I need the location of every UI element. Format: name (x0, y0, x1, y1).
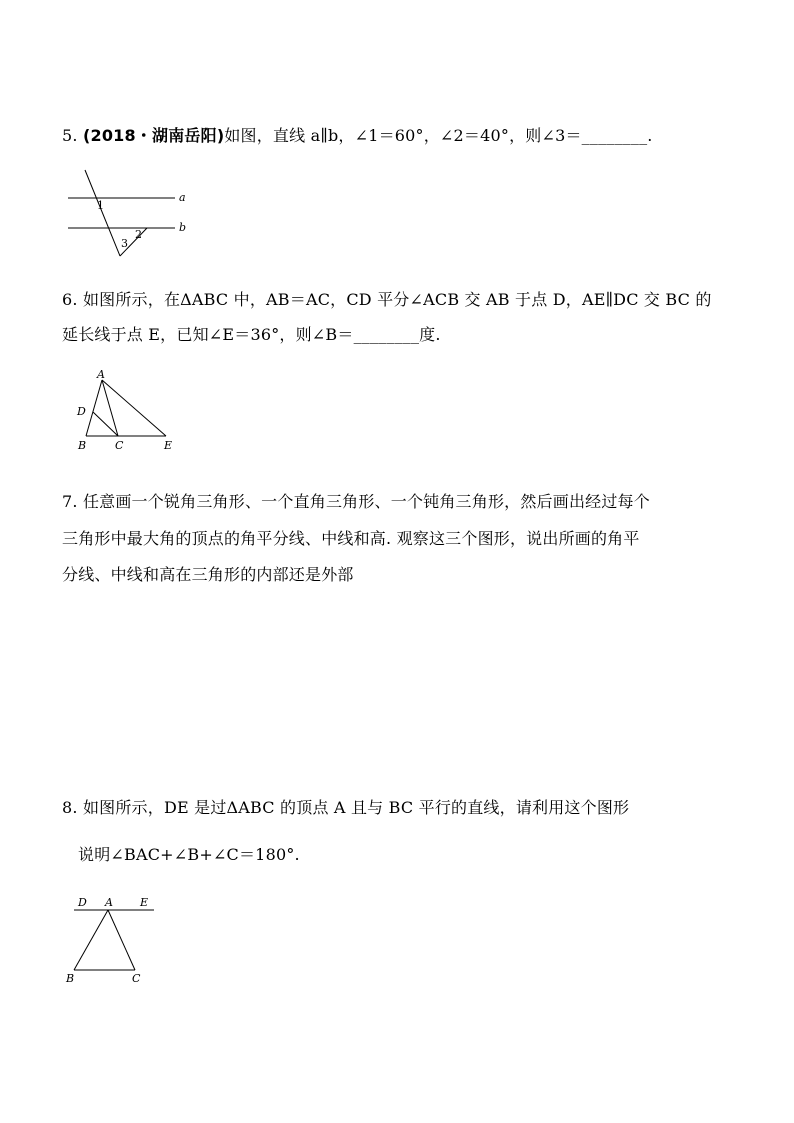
point-D-label: D (77, 405, 86, 418)
figure-8-triangle (60, 893, 160, 985)
segment-AB (86, 380, 102, 436)
question-7-line-1: 7. 任意画一个锐角三角形、一个直角三角形、一个钝角三角形，然后画出经过每个 (62, 492, 650, 511)
segment-AB (74, 910, 108, 970)
label-a: a (179, 191, 186, 204)
question-7-line-3: 分线、中线和高在三角形的内部还是外部 (62, 565, 354, 584)
point-C-label: C (132, 972, 141, 985)
figure-5-parallel-lines (55, 168, 195, 263)
point-E-label: E (164, 439, 173, 452)
question-6-line-2: 延长线于点 E，已知∠E＝36°，则∠B＝________度. (62, 325, 441, 344)
segment-AE (102, 380, 166, 436)
label-b: b (179, 221, 187, 234)
question-8-line-1: 8. 如图所示，DE 是过ΔABC 的顶点 A 且与 BC 平行的直线，请利用这个图形 (62, 798, 630, 817)
point-A-label: A (97, 368, 105, 381)
question-7-line-2: 三角形中最大角的顶点的角平分线、中线和高. 观察这三个图形，说出所画的角平 (62, 529, 640, 548)
angle-1-label: 1 (97, 199, 104, 212)
angle-3-label: 3 (121, 237, 128, 250)
point-C-label: C (115, 439, 124, 452)
transversal-line (85, 170, 120, 256)
question-6-line-1: 6. 如图所示，在ΔABC 中，AB＝AC，CD 平分∠ACB 交 AB 于点 D，AE∥DC 交 BC 的 (62, 290, 712, 309)
angle-2-label: 2 (135, 228, 142, 241)
segment-AC (102, 380, 118, 436)
point-E-label: E (140, 896, 149, 909)
segment-AC (108, 910, 135, 970)
question-8-line-2: 说明∠BAC+∠B+∠C＝180°. (78, 845, 300, 864)
question-5-number: 5. (62, 126, 78, 145)
question-5 (62, 123, 653, 146)
question-5-source: (2018・湖南岳阳) (82, 126, 225, 145)
figure-6-triangle (72, 368, 187, 458)
point-A-label: A (105, 896, 113, 909)
question-5-text: 如图，直线 a∥b，∠1＝60°，∠2＝40°，则∠3＝________. (224, 126, 653, 145)
point-D-label: D (78, 896, 87, 909)
point-B-label: B (66, 972, 75, 985)
point-B-label: B (78, 439, 87, 452)
